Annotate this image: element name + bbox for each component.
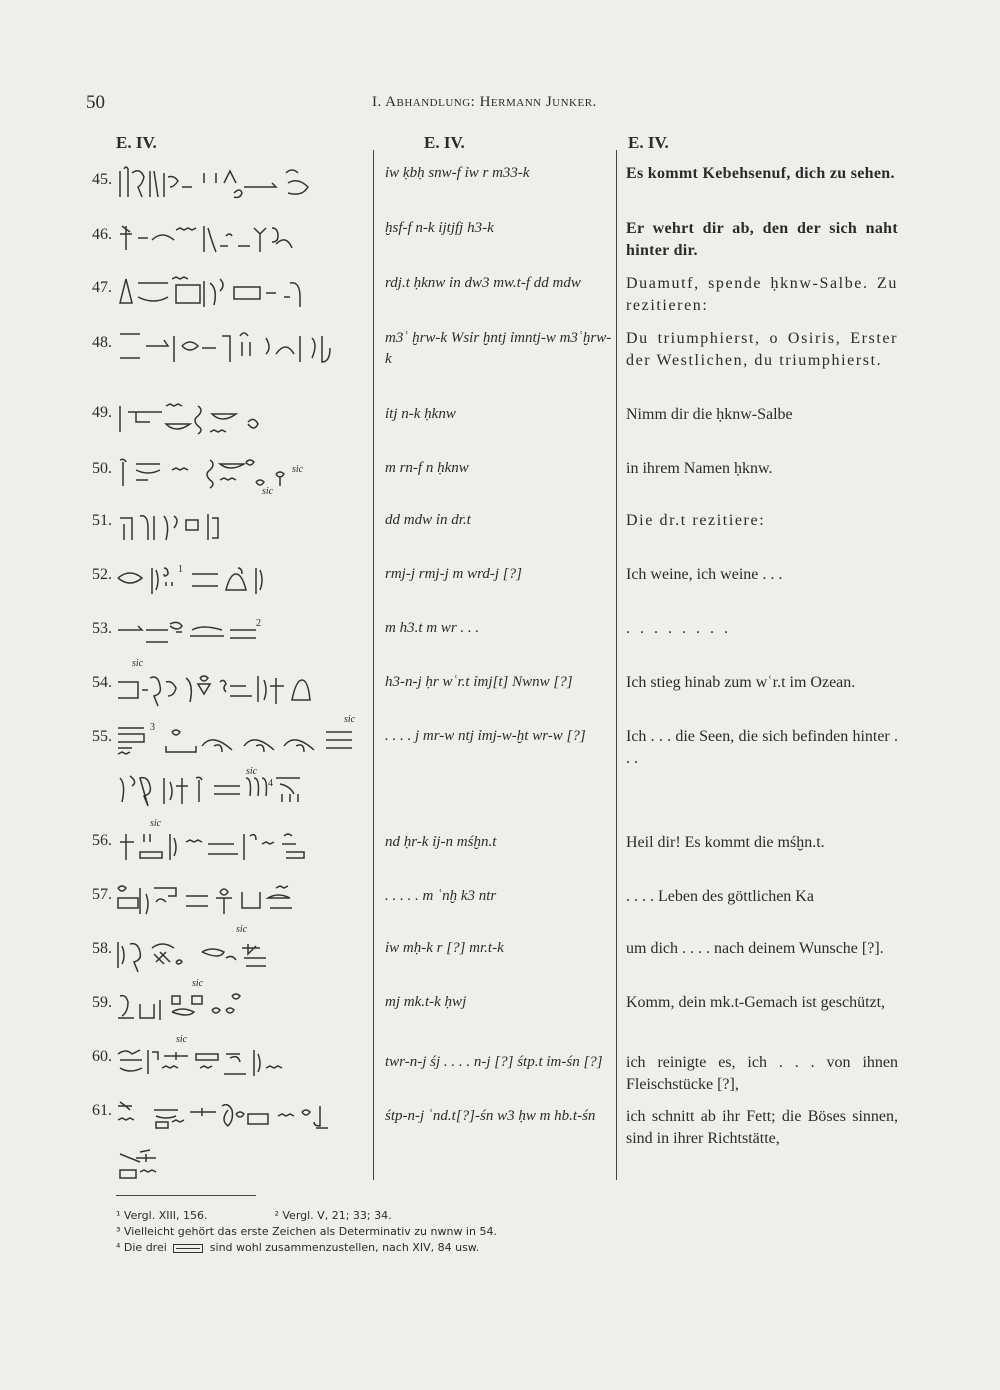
translation: Du triumphierst, o Osiris, Erster der Westlichen, du triumphierst. (626, 330, 898, 369)
hieroglyph-group-continued (116, 1146, 366, 1182)
translation: Heil dir! Es kommt die mśḫn.t. (626, 834, 825, 851)
hieroglyph-box-icon (173, 1244, 203, 1253)
sic-mark: sic (292, 464, 304, 475)
entry-number: 51. (92, 512, 112, 529)
transliteration: twr-n-j śj . . . . n-j [?] śtp.t ỉm-śn [?] (385, 1054, 603, 1070)
footnote-rule (116, 1195, 256, 1196)
hieroglyph-group (116, 1046, 366, 1082)
hieroglyph-group (116, 672, 366, 708)
hieroglyph-group (116, 992, 366, 1028)
sic-mark: sic (246, 766, 258, 777)
col-head-translation: E. IV. (628, 133, 669, 152)
transliteration: ỉw ḳbḥ snw-f ỉw r m33-k (385, 165, 530, 181)
col-head-hieroglyph: E. IV. (116, 133, 157, 152)
transliteration: dd mdw ỉn dr.t (385, 512, 471, 528)
transliteration: m h3.t m wr . . . (385, 620, 480, 636)
entry-number: 48. (92, 334, 112, 351)
translation: . . . . Leben des göttlichen Ka (626, 888, 814, 905)
sic-mark: sic (236, 924, 248, 935)
hieroglyph-group (116, 273, 366, 309)
footnote-2: ² Vergl. V, 21; 33; 34. (274, 1209, 392, 1222)
transliteration: nd ḥr-k ỉj-n mśḫn.t (385, 834, 497, 850)
footnote-line (116, 1240, 716, 1256)
translation: ich schnitt ab ihr Fett; die Böses sinnen, sind in ihrer Richtstätte, (626, 1108, 898, 1147)
entry-number: 59. (92, 994, 112, 1011)
entry-number: 47. (92, 279, 112, 296)
translation: Es kommt Kebehsenuf, dich zu sehen. (626, 165, 895, 182)
entry-number: 58. (92, 940, 112, 957)
translation: Ich weine, ich weine . . . (626, 566, 783, 583)
transliteration: ỉw mḥ-k r [?] mr.t-k (385, 940, 504, 956)
entry-number: 54. (92, 674, 112, 691)
hieroglyph-group (116, 1100, 366, 1136)
entry-number: 50. (92, 460, 112, 477)
transliteration: śtp-n-j ʿnd.t[?]-śn w3 ḥw m hb.t-śn (385, 1108, 596, 1124)
superscript: 4 (268, 778, 273, 789)
transliteration: rmj-j rmj-j m wrd-j [?] (385, 566, 522, 582)
hieroglyph-group (116, 402, 366, 438)
transliteration: rdj.t ḥknw ỉn dw3 mw.t-f dd mdw (385, 275, 581, 291)
transliteration: h3-n-j ḥr wʿr.t ỉmj[t] Nwnw [?] (385, 674, 573, 690)
hieroglyph-group (116, 328, 366, 364)
hieroglyph-group (116, 884, 366, 920)
entry-number: 49. (92, 404, 112, 421)
entry-number: 55. (92, 728, 112, 745)
sic-mark: sic (176, 1034, 188, 1045)
sic-mark: sic (192, 978, 204, 989)
hieroglyph-group (116, 456, 366, 492)
transliteration: ỉtj n-k ḥknw (385, 406, 456, 422)
entry-number: 61. (92, 1102, 112, 1119)
hieroglyph-group (116, 618, 366, 654)
hieroglyph-group (116, 564, 366, 600)
superscript: 2 (256, 618, 261, 629)
transliteration: m rn-f n ḥknw (385, 460, 469, 476)
translation: in ihrem Namen ḥknw. (626, 460, 773, 477)
transliteration: . . . . . m ʿnḫ k3 ntr (385, 888, 497, 904)
sic-mark: sic (344, 714, 356, 725)
page-number: 50 (86, 92, 105, 113)
col-head-transliteration: E. IV. (424, 133, 465, 152)
translation: Ich . . . die Seen, die sich befinden hinter . . . (626, 728, 898, 767)
hieroglyph-group (116, 830, 366, 866)
entry-number: 52. (92, 566, 112, 583)
translation: Nimm dir die ḥknw-Salbe (626, 406, 793, 423)
footnote-line (116, 1208, 716, 1224)
hieroglyph-group (116, 163, 366, 199)
footnote-4-prefix: ⁴ Die drei (116, 1241, 167, 1254)
transliteration: mj mk.t-k ḥwj (385, 994, 467, 1010)
translation: Die dr.t rezitiere: (626, 512, 766, 529)
translation: . . . . . . . . (626, 620, 731, 637)
translation: um dich . . . . nach deinem Wunsche [?]. (626, 940, 884, 957)
footnote-3: ³ Vielleicht gehört das erste Zeichen als Determinativ zu nwnw in 54. (116, 1225, 497, 1238)
entry-number: 45. (92, 171, 112, 188)
hieroglyph-group (116, 510, 366, 546)
entry-number: 56. (92, 832, 112, 849)
hieroglyph-group (116, 218, 366, 254)
entry-number: 60. (92, 1048, 112, 1065)
column-divider-right (616, 150, 617, 1180)
transliteration: ḫsf-f n-k ỉjtjfj h3-k (385, 220, 494, 236)
superscript: 3 (150, 722, 155, 733)
translation: ich reinigte es, ich . . . von ihnen Fleischstücke [?], (626, 1054, 898, 1093)
translation: Komm, dein mk.t-Gemach ist geschützt, (626, 994, 886, 1011)
sic-mark: sic (262, 486, 274, 497)
hieroglyph-group-continued (116, 772, 366, 808)
transliteration: . . . . j mr-w ntj ỉmj-w-ḫt wr-w [?] (385, 728, 586, 744)
footnotes (116, 1208, 716, 1256)
translation: Ich stieg hinab zum wʿr.t im Ozean. (626, 674, 856, 691)
translation: Duamutf, spende ḥknw-Salbe. Zu rezitieren: (626, 275, 898, 314)
transliteration: m3ʿ ḫrw-k Wsỉr ḫntj ỉmntj-w m3ʿḫrw-k (385, 330, 612, 367)
footnote-1: ¹ Vergl. XIII, 156. (116, 1209, 208, 1222)
sic-mark: sic (132, 658, 144, 669)
running-head: I. Abhandlung: Hermann Junker. (372, 94, 597, 110)
superscript: 1 (178, 564, 183, 575)
column-divider-left (373, 150, 374, 1180)
footnote-4-suffix: sind wohl zusammenzustellen, nach XIV, 84 usw. (209, 1241, 480, 1254)
sic-mark: sic (150, 818, 162, 829)
entry-number: 57. (92, 886, 112, 903)
hieroglyph-group (116, 938, 366, 974)
entry-number: 46. (92, 226, 112, 243)
entry-number: 53. (92, 620, 112, 637)
translation: Er wehrt dir ab, den der sich naht hinter dir. (626, 220, 898, 259)
